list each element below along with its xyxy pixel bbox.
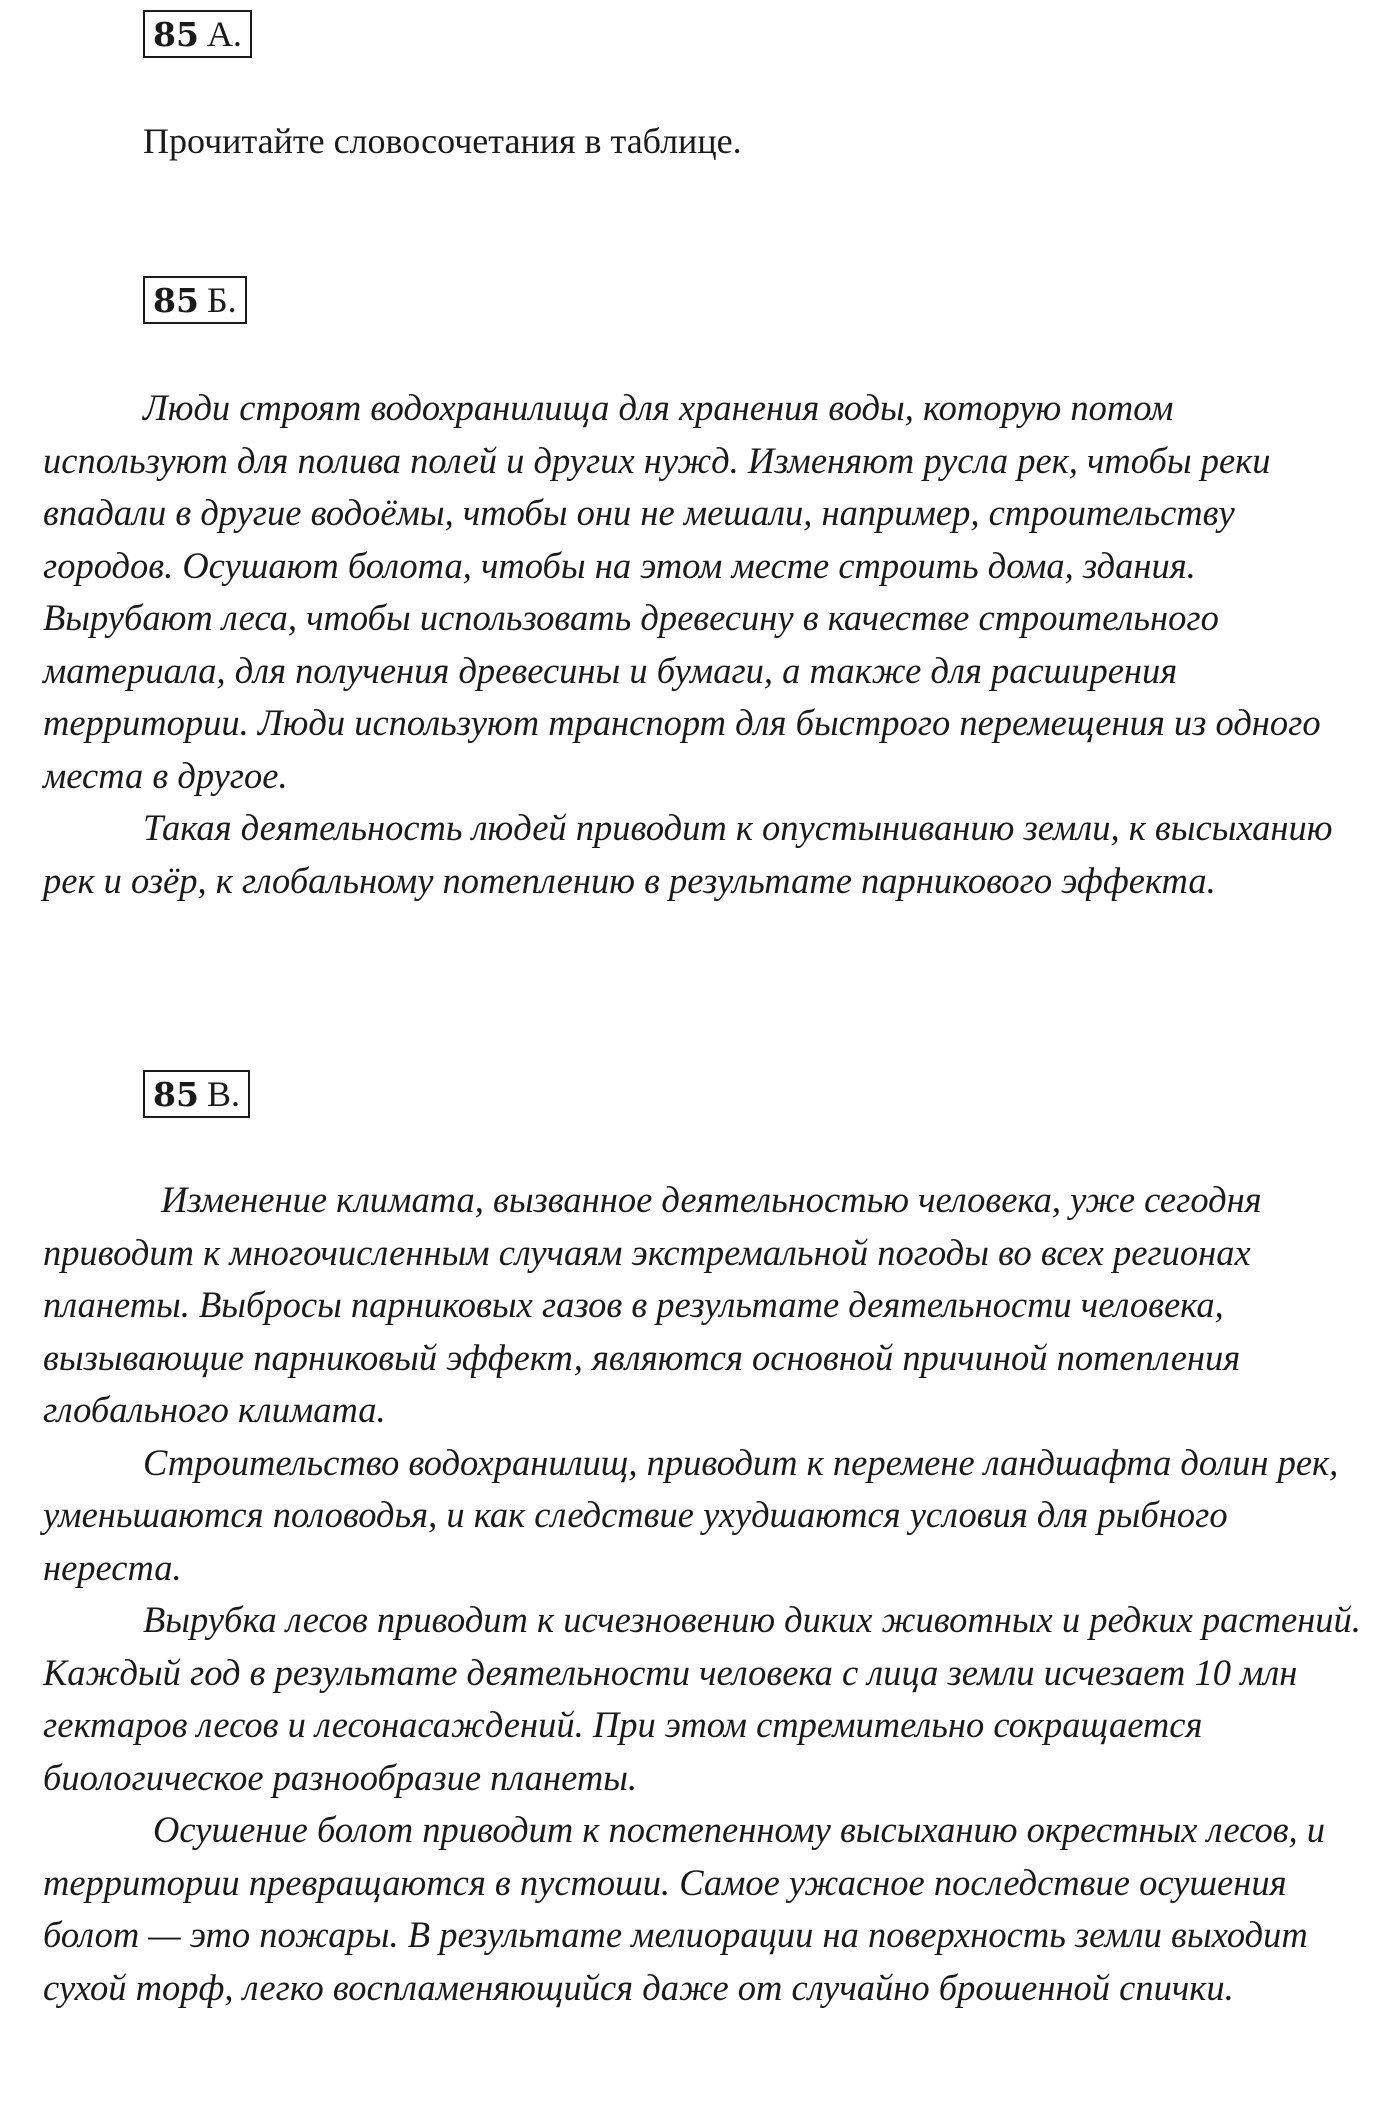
section-label-85v — [143, 1070, 250, 1118]
paragraph: Люди строят водохранилища для хранения воды, которую потом используют для полива полей и других нужд. Изменяют русла рек, чтобы реки впадали в другие водоёмы, чтобы они не мешали, например, строительству городов. Осушают болота, чтобы на этом месте строить дома, здания. Вырубают леса, чтобы использовать древесину в качестве строительного материала, для получения древесины и бумаги, а также для расширения территории. Люди используют транспорт для быстрого перемещения из одного места в другое. — [43, 387, 1321, 796]
text-block-85b — [43, 382, 1363, 907]
exercise-number: 85 — [153, 1074, 199, 1114]
exercise-letter: А. — [206, 14, 242, 54]
text-block-85v — [43, 1174, 1363, 2014]
exercise-number: 85 — [153, 280, 199, 320]
section-label-85b — [143, 276, 247, 324]
paragraph: Вырубка лесов приводит к исчезновению диких животных и редких растений. Каждый год в результате деятельности человека с лица земли исчезает 10 млн гектаров лесов и лесонасаждений. При этом стремительно сокращается биологическое разнообразие планеты. — [43, 1599, 1361, 1798]
paragraph: Изменение климата, вызванное деятельностью человека, уже сегодня приводит к многочисленным случаям экстремальной погоды во всех регионах планеты. Выбросы парниковых газов в результате деятельности человека, вызывающие парниковый эффект, являются основной причиной потепления глобального климата. — [43, 1179, 1262, 1430]
section-label-85a — [143, 10, 252, 58]
exercise-number: 85 — [153, 14, 199, 54]
paragraph: Осушение болот приводит к постепенному высыханию окрестных лесов, и территории превращаются в пустоши. Самое ужасное последствие осушения болот — это пожары. В результате мелиорации на поверхность земли выходит сухой торф, легко воспламеняющийся даже от случайно брошенной спички. — [43, 1809, 1326, 2008]
paragraph: Такая деятельность людей приводит к опустыниванию земли, к высыханию рек и озёр, к глобальному потеплению в результате парникового эффекта. — [43, 807, 1333, 901]
exercise-letter: Б. — [206, 280, 237, 320]
instruction-text: Прочитайте словосочетания в таблице. — [143, 121, 742, 161]
exercise-letter: В. — [206, 1074, 240, 1114]
paragraph: Строительство водохранилищ, приводит к перемене ландшафта долин рек, уменьшаются половодья, и как следствие ухудшаются условия для рыбного нереста. — [43, 1441, 1339, 1588]
